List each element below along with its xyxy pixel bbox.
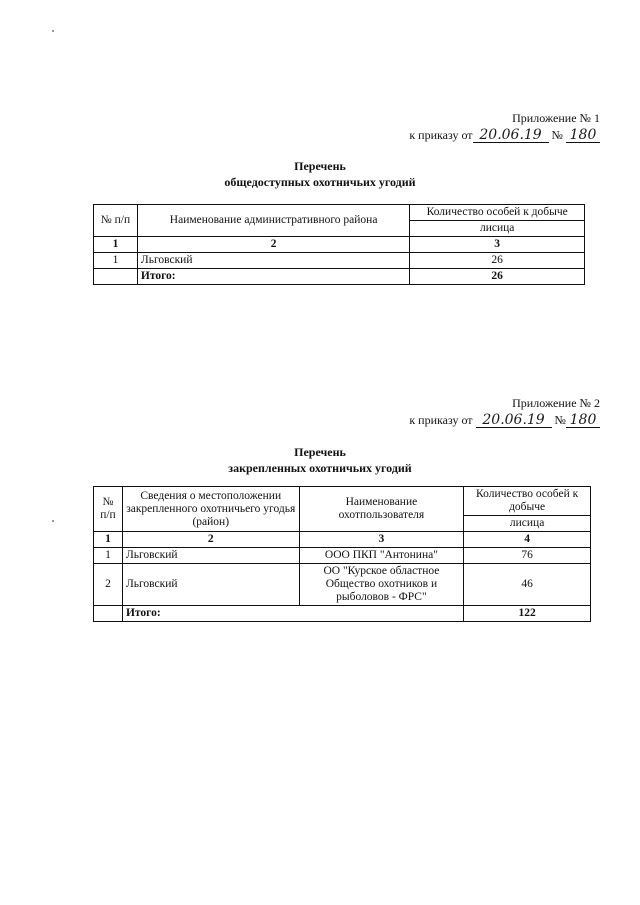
header-location: Сведения о местоположении закрепленного охотничьего угодья (район) [122,487,299,532]
header-num: № п/п [94,205,138,237]
appendix-2-header [409,395,600,429]
row-district: Льговский [137,253,409,269]
appendix-1-title: Приложение № 1 [512,111,600,125]
column-numbers-row [94,237,585,253]
column-number: 1 [94,237,138,253]
column-number: 2 [122,532,299,548]
header-num: № п/п [94,487,123,532]
column-numbers-row [94,532,591,548]
order-number-label: № [551,128,563,142]
row-qty: 46 [464,564,591,606]
column-number: 1 [94,532,123,548]
order-prefix: к приказу от [409,413,473,427]
table-header-row [94,487,591,516]
row-user: ОО "Курское областное Общество охотников и рыболовов - ФРС" [299,564,464,606]
appendix-2-title: Приложение № 2 [512,396,600,410]
list-1-heading [0,158,640,190]
header-species: лисица [410,221,585,237]
table-row [94,253,585,269]
row-location: Льговский [122,548,299,564]
header-district: Наименование административного района [137,205,409,237]
total-label: Итого: [122,606,463,622]
order-date-handwritten: 20.06.19 [476,413,552,428]
row-num: 1 [94,548,123,564]
appendix-1-order-line [409,127,600,144]
column-number: 3 [299,532,464,548]
total-row [94,269,585,285]
row-user: ООО ПКП "Антонина" [299,548,464,564]
total-row [94,606,591,622]
table-header-row [94,205,585,221]
list-2-title: Перечень [294,445,346,459]
total-value: 26 [410,269,585,285]
table-row [94,564,591,606]
header-species: лисица [464,516,591,532]
list-1-subtitle: общедоступных охотничьих угодий [224,175,416,189]
table-row [94,548,591,564]
total-label: Итого: [137,269,409,285]
list-2-heading [0,444,640,476]
appendix-2-order-line [409,412,600,429]
row-location: Льговский [122,564,299,606]
row-qty: 76 [464,548,591,564]
column-number: 3 [410,237,585,253]
row-num: 2 [94,564,123,606]
order-number-handwritten: 180 [566,413,600,428]
column-number: 2 [137,237,409,253]
header-user: Наименование охотпользователя [299,487,464,532]
order-prefix: к приказу от [409,128,473,142]
scan-speck [52,30,54,32]
total-empty-cell [94,269,138,285]
public-hunting-grounds-table [93,204,585,285]
order-date-handwritten: 20.06.19 [473,128,549,143]
column-number: 4 [464,532,591,548]
list-1-title: Перечень [294,159,346,173]
appendix-1-header [409,110,600,144]
scan-speck [52,520,54,522]
row-num: 1 [94,253,138,269]
order-number-label: № [554,413,566,427]
list-2-subtitle: закрепленных охотничьих угодий [228,461,412,475]
header-quota: Количество особей к добыче [410,205,585,221]
assigned-hunting-grounds-table [93,486,591,622]
order-number-handwritten: 180 [566,128,600,143]
total-empty-cell [94,606,123,622]
header-quota: Количество особей к добыче [464,487,591,516]
row-qty: 26 [410,253,585,269]
total-value: 122 [464,606,591,622]
